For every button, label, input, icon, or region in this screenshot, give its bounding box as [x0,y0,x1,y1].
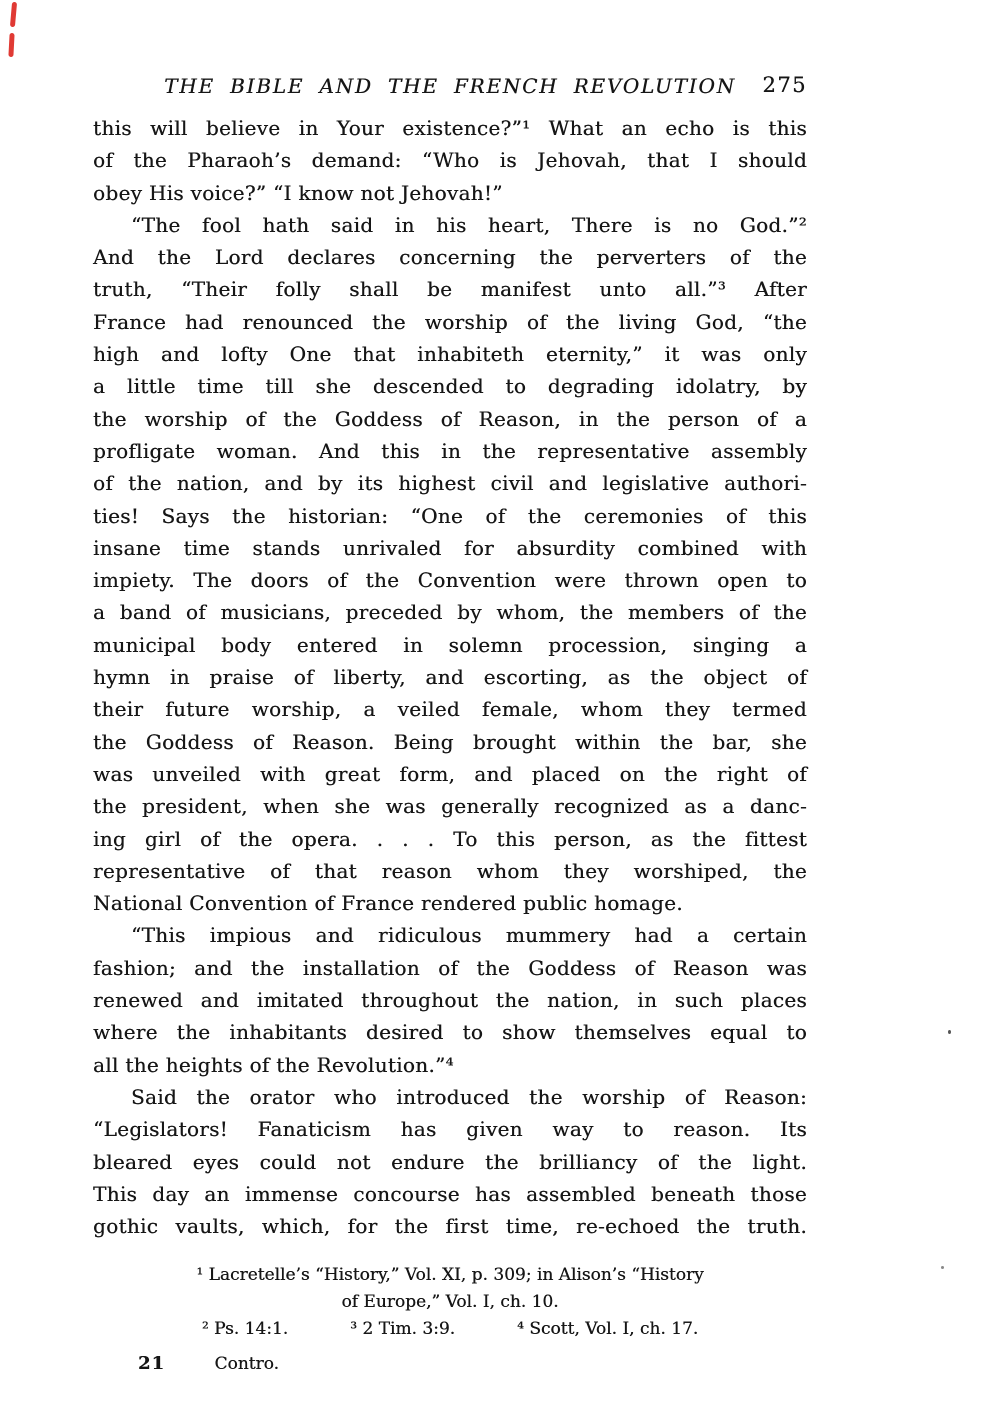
body-line: National Convention of France rendered public homage. [93,891,683,916]
footnote-4: ⁴ Scott, Vol. I, ch. 17. [517,1318,699,1339]
body-line: ing girl of the opera. . . . To this person, as the fittest [93,826,807,851]
body-line: this will believe in Your existence?”¹ What an echo is this [93,116,807,140]
body-line: their future worship, a veiled female, whom they termed [93,697,807,722]
body-line: hymn in praise of liberty, and escorting, as the object of [93,665,807,690]
body-line: impiety. The doors of the Convention were thrown open to [93,568,807,593]
footnote-3: ³ 2 Tim. 3:9. [350,1318,456,1339]
body-line: “Legislators! Fanaticism has given way to reason. Its [93,1117,807,1142]
body-text [93,112,807,1242]
body-line: the president, when she was generally recognized as a danc- [93,794,807,819]
catch-title: Contro. [214,1354,279,1374]
body-line: a little time till she descended to degrading idolatry, by [93,374,807,399]
scan-speck [948,1030,951,1034]
body-line: gothic vaults, which, for the first time, re-echoed the truth. [93,1214,807,1239]
pen-mark-icon [8,33,14,57]
body-line: all the heights of the Revolution.”⁴ [93,1052,454,1077]
body-line: a band of musicians, preceded by whom, the members of the [93,600,807,625]
pen-mark-icon [10,2,17,27]
body-line: high and lofty One that inhabiteth eternity,” it was only [93,342,807,367]
body-line: renewed and imitated throughout the nation, in such places [93,988,807,1013]
running-header [93,74,807,102]
body-line: “The fool hath said in his heart, There is no God.”² [131,212,807,237]
body-line: fashion; and the installation of the Goddess of Reason was [93,955,807,980]
body-line: the Goddess of Reason. Being brought within the bar, she [93,729,807,754]
running-header-title: THE BIBLE AND THE FRENCH REVOLUTION [164,74,736,98]
footnotes [93,1262,807,1342]
footnote-row [93,1316,807,1343]
body-line: where the inhabitants desired to show themselves equal to [93,1020,807,1045]
body-line: profligate woman. And this in the representative assembly [93,438,807,463]
body-line: truth, “Their folly shall be manifest unto all.”³ After [93,277,807,302]
body-line: municipal body entered in solemn procession, singing a [93,632,807,657]
body-line: insane time stands unrivaled for absurdity combined with [93,535,807,560]
body-line: “This impious and ridiculous mummery had a certain [131,923,807,948]
body-line: And the Lord declares concerning the perverters of the [93,245,807,270]
body-line: This day an immense concourse has assembled beneath those [93,1181,807,1206]
body-line: of the nation, and by its highest civil and legislative authori- [93,471,807,496]
scan-speck [941,1266,944,1269]
red-pen-marks [8,2,28,62]
signature-number: 21 [138,1353,166,1374]
body-line: the worship of the Goddess of Reason, in the person of a [93,406,807,431]
body-line: was unveiled with great form, and placed on the right of [93,761,807,786]
body-line: ties! Says the historian: “One of the ceremonies of this [93,503,807,528]
body-line: obey His voice?” “I know not Jehovah!” [93,180,503,205]
body-line: bleared eyes could not endure the brilliancy of the light. [93,1149,807,1174]
footnote-1-line-1: ¹ Lacretelle’s “History,” Vol. XI, p. 309; in Alison’s “History [196,1265,704,1285]
footnote-2: ² Ps. 14:1. [201,1318,289,1339]
signature-line [138,1353,279,1374]
page-number: 275 [762,73,807,97]
body-line: of the Pharaoh’s demand: “Who is Jehovah, that I should [93,148,807,173]
body-line: Said the orator who introduced the worship of Reason: [131,1084,807,1109]
body-line: France had renounced the worship of the living God, “the [93,309,807,334]
body-line: representative of that reason whom they worshiped, the [93,858,807,883]
footnote-1-line-2: of Europe,” Vol. I, ch. 10. [341,1291,559,1312]
